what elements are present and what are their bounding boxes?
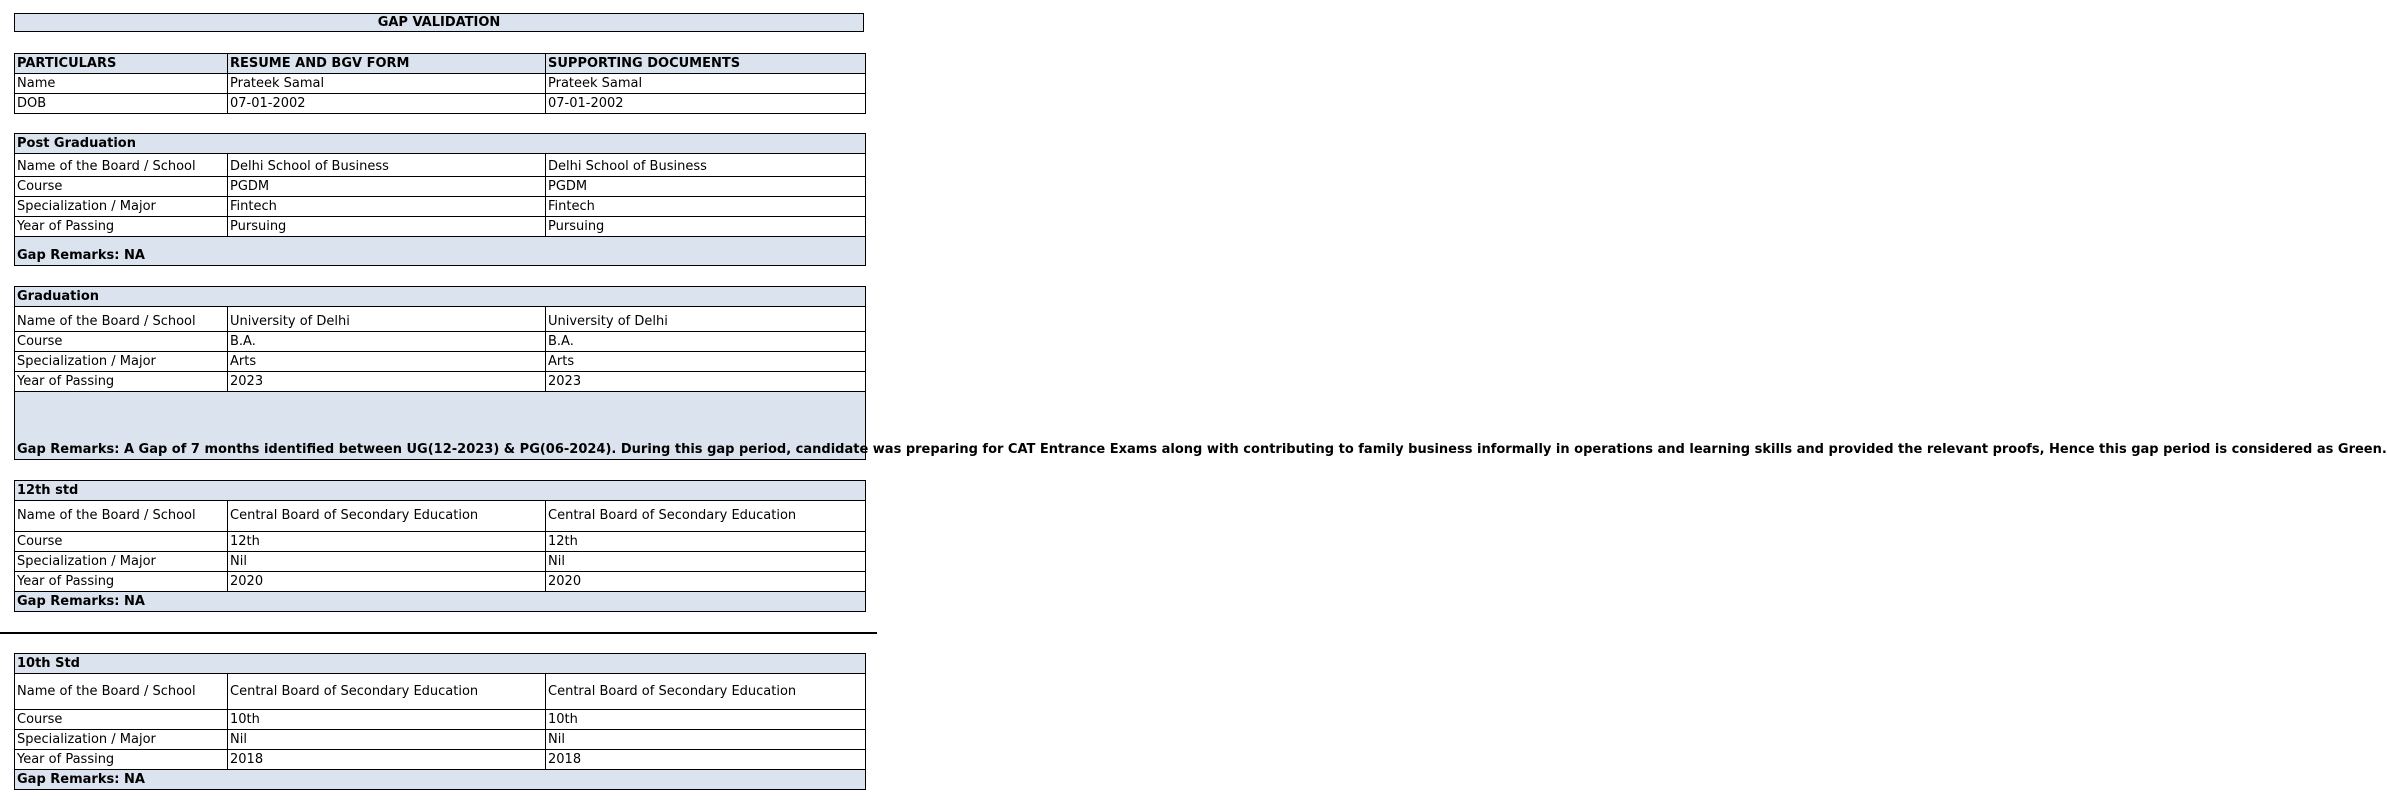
row-label: Name of the Board / School: [15, 501, 228, 532]
table-row: [15, 94, 866, 114]
row-label: Year of Passing: [15, 750, 228, 770]
header-row: [15, 54, 866, 74]
resume-value: Delhi School of Business: [228, 154, 546, 177]
row-label: Name: [15, 74, 228, 94]
resume-value: 10th: [228, 710, 546, 730]
table-row: [15, 750, 866, 770]
row-label: Course: [15, 710, 228, 730]
table-row: [15, 501, 866, 532]
gap-remarks: Gap Remarks: NA: [15, 592, 866, 612]
header-docs: SUPPORTING DOCUMENTS: [546, 54, 866, 74]
row-label: Year of Passing: [15, 217, 228, 237]
row-label: Specialization / Major: [15, 552, 228, 572]
resume-value: 2020: [228, 572, 546, 592]
table-row: [15, 217, 866, 237]
docs-value: 10th: [546, 710, 866, 730]
table-row: [15, 177, 866, 197]
docs-value: Delhi School of Business: [546, 154, 866, 177]
post-graduation-table: [14, 133, 866, 266]
docs-value: 07-01-2002: [546, 94, 866, 114]
section-heading: Graduation: [15, 287, 866, 307]
row-label: Name of the Board / School: [15, 307, 228, 332]
table-row: [15, 552, 866, 572]
row-label: Course: [15, 177, 228, 197]
row-label: Course: [15, 532, 228, 552]
row-label: Specialization / Major: [15, 352, 228, 372]
docs-value: 2020: [546, 572, 866, 592]
table-row: [15, 532, 866, 552]
table-row: [15, 710, 866, 730]
particulars-table: [14, 53, 866, 114]
table-row: [15, 372, 866, 392]
docs-value: PGDM: [546, 177, 866, 197]
tenth-table: [14, 653, 866, 790]
row-label: Specialization / Major: [15, 197, 228, 217]
graduation-table: [14, 286, 2387, 460]
docs-value: Pursuing: [546, 217, 866, 237]
table-row: [15, 307, 866, 332]
gap-remarks: Gap Remarks: NA: [15, 237, 866, 266]
docs-value: 2023: [546, 372, 866, 392]
docs-value: Central Board of Secondary Education: [546, 674, 866, 710]
resume-value: 07-01-2002: [228, 94, 546, 114]
docs-value: 2018: [546, 750, 866, 770]
table-row: [15, 352, 866, 372]
page-title: GAP VALIDATION: [14, 13, 864, 32]
resume-value: Fintech: [228, 197, 546, 217]
row-label: Course: [15, 332, 228, 352]
resume-value: Central Board of Secondary Education: [228, 501, 546, 532]
table-row: [15, 730, 866, 750]
table-row: [15, 332, 866, 352]
resume-value: Pursuing: [228, 217, 546, 237]
row-label: Year of Passing: [15, 572, 228, 592]
resume-value: PGDM: [228, 177, 546, 197]
table-row: [15, 154, 866, 177]
docs-value: Prateek Samal: [546, 74, 866, 94]
table-row: [15, 74, 866, 94]
resume-value: University of Delhi: [228, 307, 546, 332]
row-label: Name of the Board / School: [15, 154, 228, 177]
docs-value: 12th: [546, 532, 866, 552]
resume-value: Prateek Samal: [228, 74, 546, 94]
resume-value: 2018: [228, 750, 546, 770]
resume-value: B.A.: [228, 332, 546, 352]
resume-value: Nil: [228, 552, 546, 572]
table-row: [15, 572, 866, 592]
gap-remarks: Gap Remarks: NA: [15, 770, 866, 790]
docs-value: University of Delhi: [546, 307, 866, 332]
table-row: [15, 674, 866, 710]
row-label: Year of Passing: [15, 372, 228, 392]
docs-value: B.A.: [546, 332, 866, 352]
table-row: [15, 197, 866, 217]
gap-remarks: Gap Remarks: A Gap of 7 months identified between UG(12-2023) & PG(06-2024). During this gap period, candidate was preparing for CAT Entrance Exams along with contributing to family business informally in operations and learning skills and provided the relevant proofs, Hence this gap period is considered as Green.: [15, 392, 866, 460]
docs-value: Nil: [546, 552, 866, 572]
section-heading: 12th std: [15, 481, 866, 501]
resume-value: 12th: [228, 532, 546, 552]
resume-value: Nil: [228, 730, 546, 750]
row-label: Name of the Board / School: [15, 674, 228, 710]
row-label: DOB: [15, 94, 228, 114]
docs-value: Fintech: [546, 197, 866, 217]
docs-value: Arts: [546, 352, 866, 372]
header-particulars: PARTICULARS: [15, 54, 228, 74]
header-resume: RESUME AND BGV FORM: [228, 54, 546, 74]
twelfth-table: [14, 480, 866, 612]
section-heading: Post Graduation: [15, 134, 866, 154]
resume-value: Central Board of Secondary Education: [228, 674, 546, 710]
row-label: Specialization / Major: [15, 730, 228, 750]
docs-value: Nil: [546, 730, 866, 750]
page-divider: [0, 632, 877, 634]
resume-value: Arts: [228, 352, 546, 372]
docs-value: Central Board of Secondary Education: [546, 501, 866, 532]
section-heading: 10th Std: [15, 654, 866, 674]
resume-value: 2023: [228, 372, 546, 392]
